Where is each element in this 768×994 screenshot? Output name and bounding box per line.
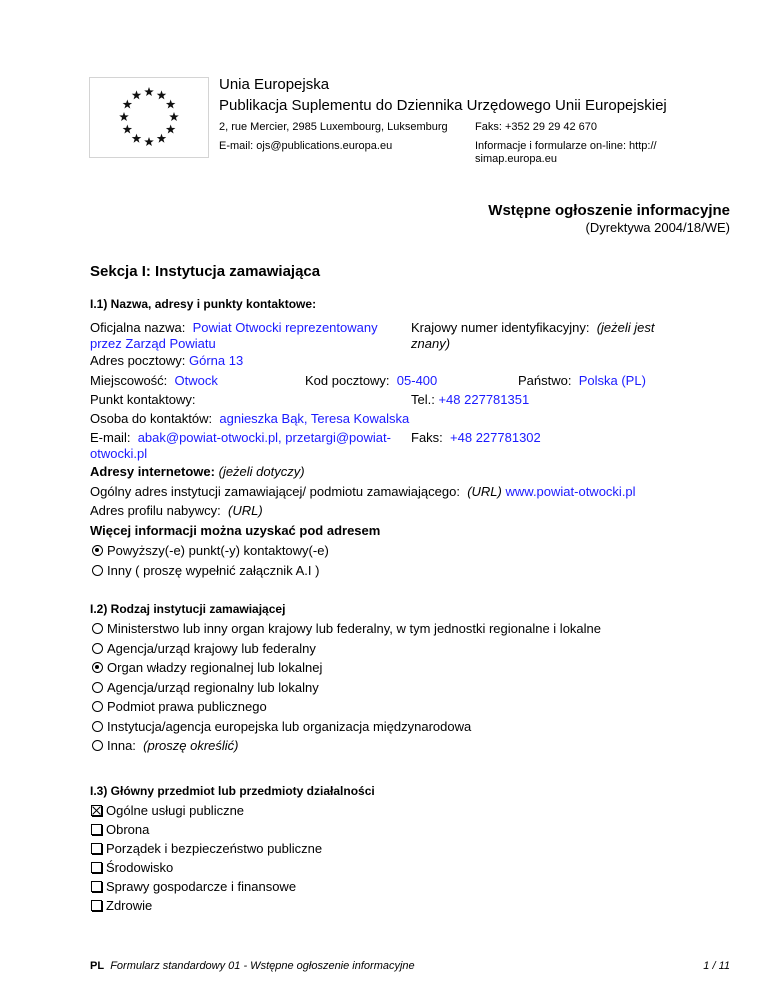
- checkbox-checked-icon[interactable]: [91, 805, 102, 816]
- fax-row: [411, 430, 541, 445]
- radio-empty-icon[interactable]: [92, 623, 103, 634]
- contact-point-label: Punkt kontaktowy:: [90, 392, 196, 407]
- eu-star-icon: [119, 112, 129, 121]
- radio-empty-icon[interactable]: [92, 740, 103, 751]
- activity-option-label: Ogólne usługi publiczne: [106, 803, 245, 818]
- activity-option[interactable]: [91, 879, 296, 894]
- eu-stars-icon: [90, 78, 208, 157]
- authority-option[interactable]: [92, 621, 601, 636]
- document-title: Wstępne ogłoszenie informacyjne: [488, 202, 730, 219]
- authority-option-label: Podmiot prawa publicznego: [107, 699, 267, 714]
- more-info-option-above-label: Powyższy(-e) punkt(-y) kontaktowy(-e): [107, 543, 329, 558]
- header-fax: Faks: +352 29 29 42 670: [475, 121, 598, 133]
- official-name-row: [90, 320, 378, 335]
- general-address-label: Ogólny adres instytucji zamawiającej/ podmiotu zamawiającego:: [90, 484, 460, 499]
- authority-option-label: Inna:: [107, 738, 136, 753]
- national-id-row: [411, 320, 655, 335]
- official-name-value-l1: Powiat Otwocki reprezentowany: [192, 320, 378, 335]
- authority-option[interactable]: [92, 719, 471, 734]
- more-info-option-above[interactable]: [92, 543, 329, 558]
- footer-page: 1 / 11: [703, 960, 730, 972]
- header-org: Unia Europejska: [219, 76, 330, 93]
- authority-option-label: Organ władzy regionalnej lub lokalnej: [107, 660, 323, 675]
- footer-form: Formularz standardowy 01 - Wstępne ogłoszenie informacyjne: [110, 960, 415, 972]
- general-address-row: [90, 484, 636, 499]
- tel-label: Tel.:: [411, 392, 435, 407]
- s1-3-heading: I.3) Główny przedmiot lub przedmioty działalności: [90, 784, 375, 798]
- eu-star-icon: [157, 134, 167, 143]
- internet-heading-note: (jeżeli dotyczy): [218, 464, 305, 479]
- header-publication: Publikacja Suplementu do Dziennika Urzędowego Unii Europejskiej: [219, 97, 667, 114]
- footer-lang: PL: [90, 960, 105, 972]
- authority-option-other[interactable]: [92, 738, 239, 753]
- buyer-profile-label: Adres profilu nabywcy:: [90, 503, 221, 518]
- activity-option-label: Sprawy gospodarcze i finansowe: [106, 879, 297, 894]
- postal-row: [90, 353, 243, 368]
- general-url-note: (URL): [467, 484, 502, 499]
- official-name-value-l2: przez Zarząd Powiatu: [90, 336, 216, 351]
- checkbox-empty-icon[interactable]: [91, 881, 102, 892]
- eu-star-icon: [144, 137, 154, 146]
- national-id-note-l2: znany): [411, 336, 451, 351]
- eu-star-icon: [169, 112, 179, 121]
- buyer-url-note: (URL): [228, 503, 263, 518]
- eu-star-icon: [157, 90, 167, 99]
- official-name-label: Oficjalna nazwa:: [90, 320, 186, 335]
- radio-selected-icon[interactable]: [92, 545, 103, 556]
- activity-option-label: Środowisko: [106, 860, 174, 875]
- activity-option-label: Obrona: [106, 822, 150, 837]
- eu-star-icon: [123, 125, 133, 134]
- zip-row: [305, 373, 437, 388]
- section-title: Sekcja I: Instytucja zamawiająca: [90, 263, 321, 280]
- s1-2-heading: I.2) Rodzaj instytucji zamawiającej: [90, 602, 286, 616]
- checkbox-empty-icon[interactable]: [91, 900, 102, 911]
- authority-option-label: Ministerstwo lub inny organ krajowy lub federalny, w tym jednostki regionalne i lokalne: [107, 621, 601, 636]
- authority-option[interactable]: [92, 641, 316, 656]
- country-row: [518, 373, 646, 388]
- contact-person-value: agnieszka Bąk, Teresa Kowalska: [219, 411, 410, 426]
- checkbox-empty-icon[interactable]: [91, 862, 102, 873]
- authority-option[interactable]: [92, 660, 322, 675]
- eu-star-icon: [132, 134, 142, 143]
- national-id-note-l1: (jeżeli jest: [596, 320, 655, 335]
- email-value-l1[interactable]: abak@powiat-otwocki.pl, przetargi@powiat-: [137, 430, 391, 445]
- more-info-option-other[interactable]: [92, 563, 319, 578]
- fax-label: Faks:: [411, 430, 443, 445]
- tel-row: [411, 392, 529, 407]
- country-value: Polska (PL): [578, 373, 646, 388]
- activity-option[interactable]: [91, 822, 149, 837]
- checkbox-empty-icon[interactable]: [91, 843, 102, 854]
- document-subtitle: (Dyrektywa 2004/18/WE): [585, 220, 730, 235]
- tel-value: +48 227781351: [438, 392, 530, 407]
- radio-empty-icon[interactable]: [92, 565, 103, 576]
- radio-empty-icon[interactable]: [92, 721, 103, 732]
- authority-option[interactable]: [92, 680, 319, 695]
- eu-star-icon: [166, 100, 176, 109]
- contact-person-label: Osoba do kontaktów:: [90, 411, 213, 426]
- s1-1-heading: I.1) Nazwa, adresy i punkty kontaktowe:: [90, 297, 317, 311]
- country-label: Państwo:: [518, 373, 572, 388]
- eu-star-icon: [144, 87, 154, 96]
- header-address: 2, rue Mercier, 2985 Luxembourg, Luksemburg: [219, 121, 448, 133]
- fax-value: +48 227781302: [450, 430, 541, 445]
- activity-option[interactable]: [91, 841, 322, 856]
- header-info-line2: simap.europa.eu: [475, 153, 557, 165]
- email-label: E-mail:: [90, 430, 131, 445]
- buyer-profile-row: [90, 503, 263, 518]
- activity-option[interactable]: [91, 860, 173, 875]
- activity-option-label: Porządek i bezpieczeństwo publiczne: [106, 841, 323, 856]
- radio-selected-icon[interactable]: [92, 662, 103, 673]
- authority-option[interactable]: [92, 699, 267, 714]
- city-row: [90, 373, 218, 388]
- city-value: Otwock: [174, 373, 218, 388]
- internet-heading: Adresy internetowe:: [90, 464, 215, 479]
- eu-logo: [89, 77, 209, 158]
- postal-label: Adres pocztowy:: [90, 353, 186, 368]
- eu-star-icon: [132, 90, 142, 99]
- contact-person-row: [90, 411, 409, 426]
- footer-left: [90, 960, 415, 972]
- postal-value: Górna 13: [189, 353, 244, 368]
- activity-option[interactable]: [91, 803, 244, 818]
- eu-star-icon: [166, 125, 176, 134]
- authority-option-label: Agencja/urząd regionalny lub lokalny: [107, 680, 319, 695]
- radio-empty-icon[interactable]: [92, 701, 103, 712]
- email-row: [90, 430, 391, 445]
- checkbox-empty-icon[interactable]: [91, 824, 102, 835]
- zip-value: 05-400: [396, 373, 438, 388]
- more-info-option-other-label: Inny ( proszę wypełnić załącznik A.I ): [107, 563, 320, 578]
- header-email: E-mail: ojs@publications.europa.eu: [219, 140, 393, 152]
- city-label: Miejscowość:: [90, 373, 168, 388]
- radio-empty-icon[interactable]: [92, 643, 103, 654]
- radio-empty-icon[interactable]: [92, 682, 103, 693]
- authority-option-label: Instytucja/agencja europejska lub organizacja międzynarodowa: [107, 719, 472, 734]
- activity-option[interactable]: [91, 898, 152, 913]
- eu-star-icon: [123, 100, 133, 109]
- general-url-link[interactable]: www.powiat-otwocki.pl: [505, 484, 636, 499]
- authority-other-note: (proszę określić): [143, 738, 239, 753]
- more-info-heading: Więcej informacji można uzyskać pod adresem: [90, 523, 381, 538]
- national-id-label: Krajowy numer identyfikacyjny:: [411, 320, 590, 335]
- internet-heading-row: [90, 464, 305, 479]
- header-info-line1: Informacje i formularze on-line: http://: [475, 140, 657, 152]
- activity-option-label: Zdrowie: [106, 898, 153, 913]
- email-value-l2[interactable]: otwocki.pl: [90, 446, 148, 461]
- zip-label: Kod pocztowy:: [305, 373, 390, 388]
- authority-option-label: Agencja/urząd krajowy lub federalny: [107, 641, 316, 656]
